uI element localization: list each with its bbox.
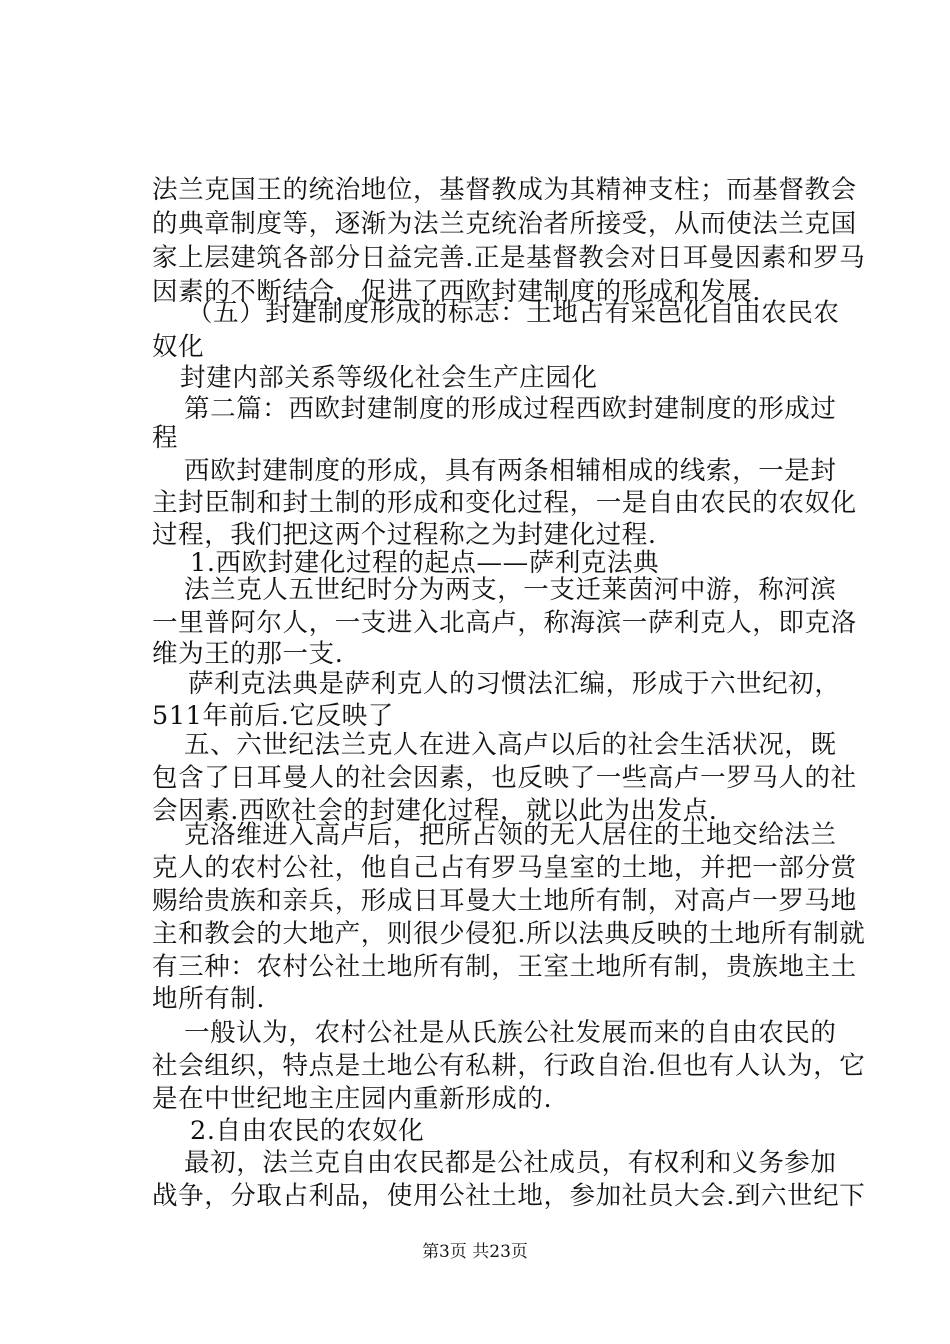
- subheading: 1.西欧封建化过程的起点——萨利克法典: [190, 548, 660, 578]
- text-line: （五）封建制度形成的标志：土地占有采邑化自由农民农: [187, 298, 840, 328]
- text-line: 维为王的那一支.: [152, 639, 344, 669]
- text-line: 社会组织，特点是土地公有私耕，行政自治.但也有人认为，它: [152, 1051, 866, 1081]
- text-line: 因素的不断结合，促进了西欧封建制度的形成和发展.: [152, 277, 762, 307]
- text-line: 的典章制度等，逐渐为法兰克统治者所接受，从而使法兰克国: [152, 209, 857, 239]
- text-line: 有三种：农村公社土地所有制，王室土地所有制，贵族地主土: [152, 952, 857, 982]
- text-line: 主和教会的大地产，则很少侵犯.所以法典反映的土地所有制就: [152, 919, 866, 949]
- text-line: 克洛维进入高卢后，把所占领的无人居住的土地交给法兰: [184, 820, 837, 850]
- text-line: 最初，法兰克自由农民都是公社成员，有权利和义务参加: [184, 1148, 837, 1178]
- text-line: 是在中世纪地主庄园内重新形成的.: [152, 1084, 553, 1114]
- text-line: 家上层建筑各部分日益完善.正是基督教会对日耳曼因素和罗马: [152, 243, 866, 273]
- text-line: 克人的农村公社，他自己占有罗马皇室的土地，并把一部分赏: [152, 853, 857, 883]
- text-line: 五、六世纪法兰克人在进入高卢以后的社会生活状况，既: [184, 730, 837, 760]
- subheading: 2.自由农民的农奴化: [190, 1116, 425, 1146]
- text-line: 奴化: [152, 332, 205, 362]
- text-line: 萨利克法典是萨利克人的习惯法汇编，形成于六世纪初，: [188, 669, 841, 699]
- text-line: 一般认为，农村公社是从氏族公社发展而来的自由农民的: [184, 1018, 837, 1048]
- text-line: 法兰克国王的统治地位，基督教成为其精神支柱；而基督教会: [152, 175, 857, 205]
- text-line: 战争，分取占利品，使用公社土地，参加社员大会.到六世纪下: [152, 1181, 866, 1211]
- text-line: 赐给贵族和亲兵，形成日耳曼大土地所有制，对高卢一罗马地: [152, 886, 857, 916]
- section-heading: 程: [152, 423, 179, 453]
- text-line: 511年前后.它反映了: [152, 701, 394, 731]
- page-number-footer: 第3页 共23页: [422, 1242, 528, 1262]
- text-line: 一里普阿尔人，一支进入北高卢，称海滨一萨利克人，即克洛: [152, 608, 857, 638]
- text-line: 主封臣制和封土制的形成和变化过程，一是自由农民的农奴化: [152, 488, 857, 518]
- text-line: 过程，我们把这两个过程称之为封建化过程.: [152, 520, 657, 550]
- text-line: 地所有制.: [152, 984, 266, 1014]
- text-line: 封建内部关系等级化社会生产庄园化: [180, 363, 598, 393]
- section-heading: 第二篇：西欧封建制度的形成过程西欧封建制度的形成过: [184, 394, 837, 424]
- text-line: 西欧封建制度的形成，具有两条相辅相成的线索，一是封: [184, 456, 837, 486]
- text-line: 会因素.西欧社会的封建化过程，就以此为出发点.: [152, 796, 718, 826]
- text-line: 包含了日耳曼人的社会因素，也反映了一些高卢一罗马人的社: [152, 763, 857, 793]
- text-line: 法兰克人五世纪时分为两支，一支迁莱茵河中游，称河滨: [184, 575, 837, 605]
